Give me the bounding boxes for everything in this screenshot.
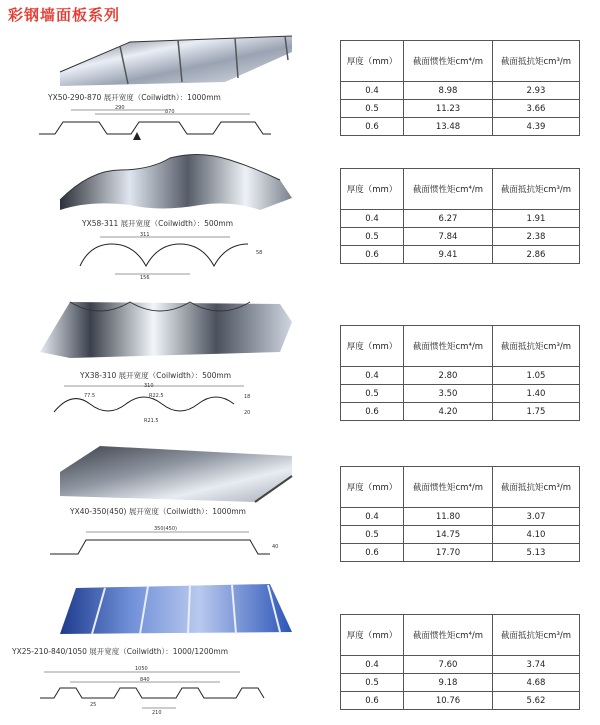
cell-thickness: 0.5: [341, 228, 404, 246]
table-row: [341, 544, 580, 562]
table-row: [341, 674, 580, 692]
header-thickness: 厚度（mm）: [341, 169, 404, 210]
cell-inertia: 14.75: [404, 526, 493, 544]
cell-thickness: 0.6: [341, 118, 404, 136]
spec-table-yx40: [340, 466, 580, 562]
profile-drawing-yx50: [35, 104, 275, 142]
table-row: [341, 367, 580, 385]
cell-inertia: 11.23: [404, 100, 493, 118]
header-inertia: 截面惯性矩cm⁴/m: [404, 41, 493, 82]
header-resistance: 截面抵抗矩cm³/m: [493, 326, 580, 367]
dim-label: 210: [152, 710, 162, 716]
header-inertia: 截面惯性矩cm⁴/m: [404, 467, 493, 508]
header-resistance: 截面抵抗矩cm³/m: [493, 615, 580, 656]
header-inertia: 截面惯性矩cm⁴/m: [404, 326, 493, 367]
header-resistance: 截面抵抗矩cm³/m: [493, 467, 580, 508]
dim-label: 310: [144, 383, 154, 389]
profile-drawing-yx25: [30, 662, 280, 722]
dim-label: 18: [244, 394, 251, 400]
page-title: 彩钢墙面板系列: [8, 6, 121, 24]
table-row: [341, 508, 580, 526]
cell-inertia: 17.70: [404, 544, 493, 562]
dim-label: 311: [140, 232, 150, 238]
cell-inertia: 2.80: [404, 367, 493, 385]
cell-inertia: 9.18: [404, 674, 493, 692]
cell-resistance: 1.91: [493, 210, 580, 228]
cell-resistance: 1.05: [493, 367, 580, 385]
header-thickness: 厚度（mm）: [341, 615, 404, 656]
cell-resistance: 4.39: [493, 118, 580, 136]
cell-resistance: 2.93: [493, 82, 580, 100]
dim-label: 350(450): [154, 526, 177, 532]
product-caption: YX38-310 展开宽度（Coilwidth）：500mm: [80, 371, 232, 380]
profile-drawing-yx40: [44, 520, 284, 560]
cell-resistance: 3.66: [493, 100, 580, 118]
cell-resistance: 5.62: [493, 692, 580, 710]
cell-resistance: 3.74: [493, 656, 580, 674]
spec-table-yx58: [340, 168, 580, 264]
header-thickness: 厚度（mm）: [341, 326, 404, 367]
table-row: [341, 228, 580, 246]
cell-resistance: 4.10: [493, 526, 580, 544]
cell-inertia: 7.84: [404, 228, 493, 246]
panel-photo-yx40: [30, 438, 300, 503]
cell-resistance: 4.68: [493, 674, 580, 692]
table-row: [341, 692, 580, 710]
panel-photo-yx38: [30, 292, 300, 362]
cell-thickness: 0.5: [341, 674, 404, 692]
cell-inertia: 9.41: [404, 246, 493, 264]
cell-inertia: 10.76: [404, 692, 493, 710]
cell-thickness: 0.6: [341, 246, 404, 264]
cell-thickness: 0.4: [341, 82, 404, 100]
table-row: [341, 100, 580, 118]
header-inertia: 截面惯性矩cm⁴/m: [404, 615, 493, 656]
cell-inertia: 13.48: [404, 118, 493, 136]
table-row: [341, 118, 580, 136]
cell-thickness: 0.4: [341, 367, 404, 385]
cell-thickness: 0.5: [341, 526, 404, 544]
dim-label: 1050: [135, 666, 148, 672]
product-caption: YX50-290-870 展开宽度（Coilwidth）：1000mm: [48, 93, 221, 102]
cell-thickness: 0.6: [341, 403, 404, 421]
cell-resistance: 2.86: [493, 246, 580, 264]
cell-thickness: 0.5: [341, 385, 404, 403]
dim-label: 40: [272, 544, 279, 550]
table-row: [341, 82, 580, 100]
product-caption: YX58-311 展开宽度（Coilwidth）：500mm: [82, 219, 234, 228]
cell-inertia: 8.98: [404, 82, 493, 100]
header-thickness: 厚度（mm）: [341, 467, 404, 508]
header-resistance: 截面抵抗矩cm³/m: [493, 169, 580, 210]
cell-inertia: 7.60: [404, 656, 493, 674]
cell-thickness: 0.4: [341, 210, 404, 228]
cell-resistance: 2.38: [493, 228, 580, 246]
cell-thickness: 0.5: [341, 100, 404, 118]
panel-photo-yx50: [30, 32, 300, 90]
header-inertia: 截面惯性矩cm⁴/m: [404, 169, 493, 210]
dim-label: R21.5: [144, 418, 159, 424]
cell-resistance: 1.75: [493, 403, 580, 421]
spec-table-yx50: [340, 40, 580, 136]
product-caption: YX25-210-840/1050 展开宽度（Coilwidth）：1000/1200mm: [12, 647, 229, 656]
table-row: [341, 246, 580, 264]
dim-label: 156: [140, 275, 150, 280]
dim-label: 290: [115, 105, 125, 111]
spec-table-yx38: [340, 325, 580, 421]
profile-drawing-yx58: [70, 230, 270, 280]
cell-resistance: 3.07: [493, 508, 580, 526]
dim-label: 870: [165, 109, 175, 115]
spec-table-yx25: [340, 614, 580, 710]
table-row: [341, 526, 580, 544]
cell-inertia: 3.50: [404, 385, 493, 403]
profile-drawing-yx38: [44, 382, 274, 427]
product-caption: YX40-350(450) 展开宽度（Coilwidth）：1000mm: [70, 507, 246, 516]
header-resistance: 截面抵抗矩cm³/m: [493, 41, 580, 82]
panel-photo-yx58: [30, 150, 300, 215]
cell-inertia: 6.27: [404, 210, 493, 228]
cell-thickness: 0.4: [341, 508, 404, 526]
table-row: [341, 403, 580, 421]
dim-label: 840: [140, 677, 150, 683]
cell-thickness: 0.4: [341, 656, 404, 674]
header-thickness: 厚度（mm）: [341, 41, 404, 82]
cell-resistance: 1.40: [493, 385, 580, 403]
dim-label: 20: [244, 410, 251, 416]
dim-label: 58: [256, 250, 263, 256]
dim-label: 77.5: [84, 393, 96, 399]
table-row: [341, 656, 580, 674]
cell-inertia: 11.80: [404, 508, 493, 526]
table-row: [341, 385, 580, 403]
cell-resistance: 5.13: [493, 544, 580, 562]
panel-photo-yx25: [30, 582, 300, 642]
dim-label: R22.5: [149, 393, 164, 399]
cell-thickness: 0.6: [341, 692, 404, 710]
cell-thickness: 0.6: [341, 544, 404, 562]
dim-label: 25: [90, 702, 97, 708]
table-row: [341, 210, 580, 228]
cell-inertia: 4.20: [404, 403, 493, 421]
